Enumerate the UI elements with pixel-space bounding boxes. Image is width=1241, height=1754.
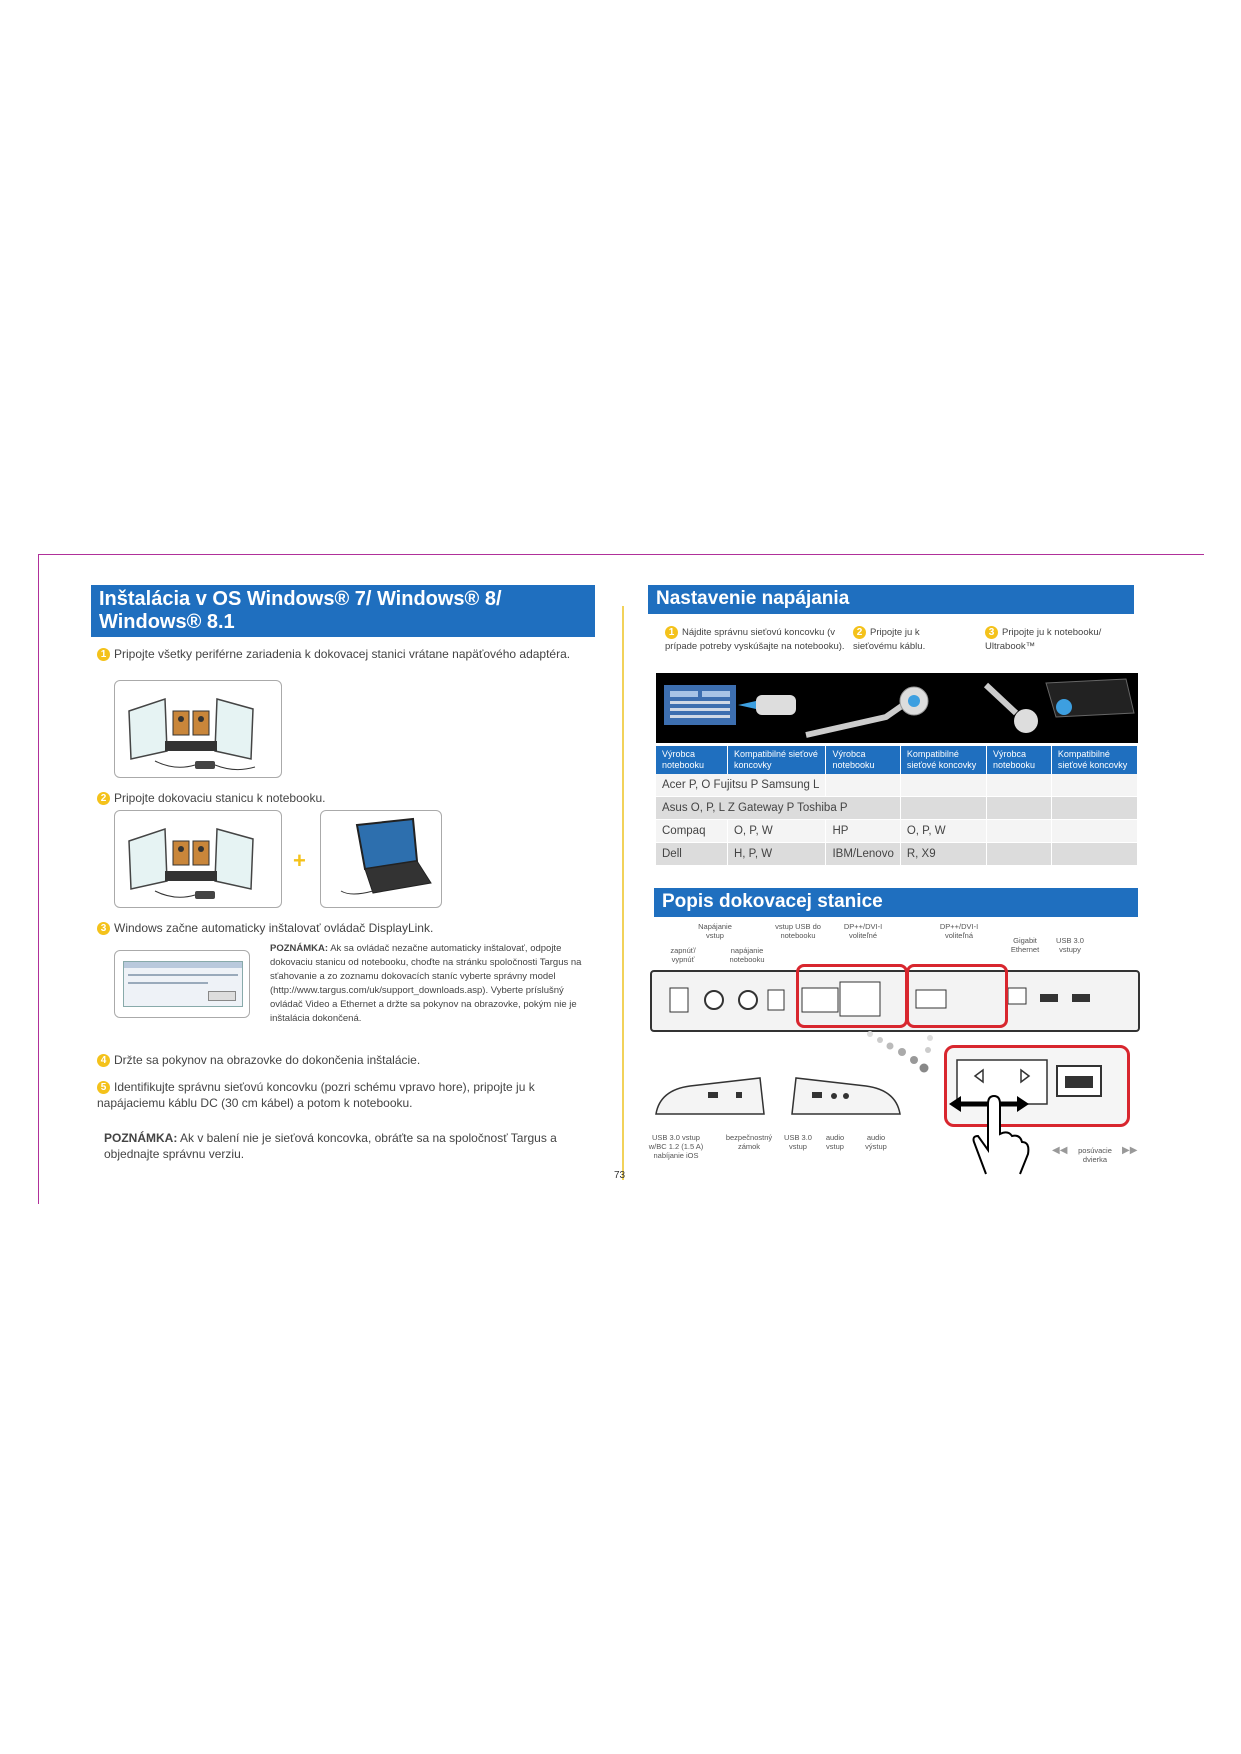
- note-label: POZNÁMKA:: [270, 943, 329, 954]
- plus-sign: +: [293, 848, 306, 873]
- table-cell: [1051, 820, 1137, 843]
- dock-peripherals-image: [114, 680, 282, 778]
- power-setup-title: Nastavenie napájania: [648, 585, 1134, 614]
- step-number: 5: [97, 1081, 110, 1094]
- dialog-line: [128, 982, 208, 984]
- step-5: [97, 1079, 567, 1111]
- dialog-line: [128, 974, 238, 976]
- note-2: [104, 1130, 594, 1162]
- arrow-left-icon: ◀◀: [1052, 1145, 1068, 1156]
- table-header-cell: Kompatibilné sieťové koncovky: [727, 746, 826, 774]
- step-2: [97, 790, 587, 806]
- label-lock: bezpečnostný zámok: [725, 1133, 773, 1151]
- monitors-dock-illustration: [115, 811, 281, 907]
- step-text: Pripojte všetky periférne zariadenia k dokovacej stanici vrátane napäťového adaptéra.: [114, 647, 571, 661]
- step-3: [97, 920, 587, 936]
- label-power-notebook: napájanie notebooku: [729, 946, 765, 964]
- table-header-cell: Kompatibilné sieťové koncovky: [1051, 746, 1137, 774]
- label-on-off: zapnúť/ vypnúť: [670, 946, 696, 964]
- table-cell: Asus O, P, L Z Gateway P Toshiba P: [656, 797, 900, 820]
- laptop-image: [320, 810, 442, 908]
- table-row: [656, 797, 1138, 820]
- table-cell: [1051, 774, 1137, 797]
- table-cell: [826, 774, 900, 797]
- table-cell: [1051, 797, 1137, 820]
- label-audio-out: audio výstup: [865, 1133, 887, 1151]
- label-dp2: DP++/DVI-I voliteľná: [939, 922, 979, 940]
- table-cell: [987, 843, 1052, 866]
- step-number: 3: [985, 626, 998, 639]
- table-cell: [987, 774, 1052, 797]
- table-cell: Acer P, O Fujitsu P Samsung L: [656, 774, 826, 797]
- power-step-1: [665, 626, 855, 654]
- page-number: 73: [614, 1170, 626, 1181]
- table-cell: [900, 774, 986, 797]
- label-usb-ios: USB 3.0 vstup w/BC 1.2 (1.5 A) nabíjanie iOS: [648, 1133, 704, 1160]
- step-4: [97, 1052, 587, 1068]
- note-label: POZNÁMKA:: [104, 1131, 178, 1145]
- step-text: Pripojte ju k sieťovému káblu.: [853, 627, 926, 653]
- note-text: Ak v balení nie je sieťová koncovka, obráťte sa na spoločnosť Targus a objednajte správnu verziu.: [104, 1131, 557, 1161]
- power-connector-banner: [656, 673, 1138, 743]
- table-cell: [987, 820, 1052, 843]
- dialog-window: [123, 961, 243, 1007]
- connector-illustration: [656, 673, 1138, 743]
- step-number: 1: [665, 626, 678, 639]
- arrow-right-icon: ▶▶: [1122, 1145, 1138, 1156]
- table-header-cell: Kompatibilné sieťové koncovky: [900, 746, 986, 774]
- step-text: Pripojte dokovaciu stanicu k notebooku.: [114, 791, 326, 805]
- dock-description-title: Popis dokovacej stanice: [654, 888, 1138, 917]
- table-cell: Dell: [656, 843, 727, 866]
- page-left-rule: [38, 554, 39, 1204]
- monitors-dock-illustration: [115, 681, 281, 777]
- highlight-dp2: [906, 964, 1008, 1028]
- dock-peripherals-image-2: [114, 810, 282, 908]
- table-header-cell: Výrobca notebooku: [987, 746, 1052, 774]
- laptop-illustration: [321, 811, 441, 907]
- label-usb-in: vstup USB do notebooku: [775, 922, 821, 940]
- dialog-button: [208, 991, 236, 1001]
- table-cell: Compaq: [656, 820, 727, 843]
- table-cell: O, P, W: [727, 820, 826, 843]
- table-header-row: [656, 746, 1138, 774]
- hand-icon: [962, 1090, 1032, 1176]
- table-cell: O, P, W: [900, 820, 986, 843]
- table-cell: R, X9: [900, 843, 986, 866]
- step-text: Držte sa pokynov na obrazovke do dokončenia inštalácie.: [114, 1053, 421, 1067]
- table-cell: H, P, W: [727, 843, 826, 866]
- table-cell: [1051, 843, 1137, 866]
- note-1: [270, 942, 586, 1026]
- step-text: Pripojte ju k notebooku/ Ultrabook™: [985, 627, 1102, 653]
- installation-title: Inštalácia v OS Windows® 7/ Windows® 8/ Windows® 8.1: [91, 585, 595, 637]
- step-1: [97, 646, 587, 662]
- highlight-dp1: [796, 964, 908, 1028]
- label-usb3: USB 3.0 vstupy: [1056, 936, 1084, 954]
- table-header-cell: Výrobca notebooku: [656, 746, 727, 774]
- table-cell: IBM/Lenovo: [826, 843, 900, 866]
- step-number: 2: [853, 626, 866, 639]
- step-text: Windows začne automaticky inštalovať ovládač DisplayLink.: [114, 921, 434, 935]
- dialog-titlebar: [124, 962, 242, 968]
- table-row: [656, 820, 1138, 843]
- power-step-3: [985, 626, 1125, 654]
- note-text: Ak sa ovládač nezačne automaticky inštalovať, odpojte dokovaciu stanicu od notebooku, choďte na stránku spoločnosti Targus na sťahovanie a zo zoznamu dokovacích staníc vyberte správny model (http://www.targus.com/uk/support_downloads.asp). Vyberte príslušný ovládač Video a Ethernet a držte sa pokynov na obrazovke, pokým nie je inštalácia dokončená.: [270, 943, 582, 1024]
- compatibility-table: [656, 746, 1138, 866]
- step-number: 3: [97, 922, 110, 935]
- dock-side-view-right: [786, 1070, 906, 1120]
- step-number: 4: [97, 1054, 110, 1067]
- dock-side-view-left: [650, 1070, 770, 1120]
- label-ethernet: Gigabit Ethernet: [1010, 936, 1040, 954]
- step-number: 1: [97, 648, 110, 661]
- table-cell: [987, 797, 1052, 820]
- page-top-rule: [38, 554, 1204, 555]
- column-divider: [622, 606, 624, 1180]
- power-step-2: [853, 626, 963, 654]
- table-row: [656, 774, 1138, 797]
- step-text: Identifikujte správnu sieťovú koncovku (pozri schému vpravo hore), pripojte ju k napájaciemu káblu DC (30 cm kábel) a potom k notebooku.: [97, 1080, 535, 1110]
- label-slide-door: posúvacie dvierka: [1078, 1146, 1112, 1164]
- table-row: [656, 843, 1138, 866]
- label-audio-in: audio vstup: [825, 1133, 845, 1151]
- step-number: 2: [97, 792, 110, 805]
- installer-dialog-image: [114, 950, 250, 1018]
- label-usb-side: USB 3.0 vstup: [784, 1133, 812, 1151]
- table-header-cell: Výrobca notebooku: [826, 746, 900, 774]
- label-power-in: Napájanie vstup: [698, 922, 732, 940]
- label-dp1: DP++/DVI-I voliteľné: [843, 922, 883, 940]
- table-cell: HP: [826, 820, 900, 843]
- step-text: Nájdite správnu sieťovú koncovku (v prípade potreby vyskúšajte na notebooku).: [665, 627, 845, 653]
- table-cell: [900, 797, 986, 820]
